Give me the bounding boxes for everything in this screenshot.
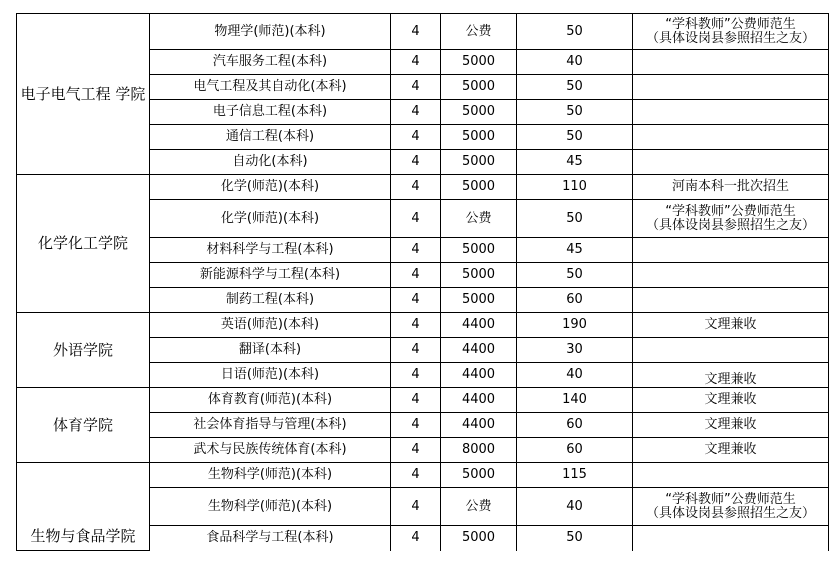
remarks: 文理兼收 [633,313,829,338]
department-name: 体育学院 [17,388,150,463]
remarks [633,75,829,100]
tuition-fee: 5000 [441,100,517,125]
major-name: 通信工程(本科) [150,125,391,150]
table-row [17,175,829,200]
remarks [633,50,829,75]
remarks [633,150,829,175]
remarks: 文理兼收 [633,413,829,438]
enrollment-quota: 50 [517,526,633,551]
major-name: 制药工程(本科) [150,288,391,313]
tuition-fee: 5000 [441,150,517,175]
remarks [633,288,829,313]
major-name: 自动化(本科) [150,150,391,175]
enrollment-quota: 60 [517,288,633,313]
tuition-fee: 5000 [441,125,517,150]
remarks: 文理兼收 [633,363,829,388]
tuition-fee: 4400 [441,363,517,388]
enrollment-quota: 50 [517,75,633,100]
study-years: 4 [391,463,441,488]
major-name: 汽车服务工程(本科) [150,50,391,75]
study-years: 4 [391,263,441,288]
enrollment-quota: 115 [517,463,633,488]
enrollment-quota: 190 [517,313,633,338]
table-row [17,14,829,50]
major-name: 化学(师范)(本科) [150,175,391,200]
admissions-table-body [17,14,829,551]
table-row [17,463,829,488]
study-years: 4 [391,413,441,438]
remarks: “学科教师”公费师范生 （具体设岗县参照招生之友） [633,200,829,238]
major-name: 电气工程及其自动化(本科) [150,75,391,100]
study-years: 4 [391,50,441,75]
study-years: 4 [391,363,441,388]
tuition-fee: 5000 [441,526,517,551]
study-years: 4 [391,175,441,200]
major-name: 新能源科学与工程(本科) [150,263,391,288]
study-years: 4 [391,238,441,263]
tuition-fee: 5000 [441,50,517,75]
remarks [633,463,829,488]
tuition-fee: 8000 [441,438,517,463]
remarks: 河南本科一批次招生 [633,175,829,200]
study-years: 4 [391,338,441,363]
enrollment-quota: 40 [517,363,633,388]
study-years: 4 [391,100,441,125]
major-name: 武术与民族传统体育(本科) [150,438,391,463]
enrollment-quota: 40 [517,488,633,526]
tuition-fee: 5000 [441,263,517,288]
remarks: “学科教师”公费师范生 （具体设岗县参照招生之友） [633,488,829,526]
study-years: 4 [391,488,441,526]
department-name: 电子电气工程 学院 [17,14,150,175]
study-years: 4 [391,75,441,100]
enrollment-quota: 50 [517,14,633,50]
remarks [633,125,829,150]
tuition-fee: 4400 [441,388,517,413]
enrollment-quota: 45 [517,238,633,263]
enrollment-quota: 50 [517,125,633,150]
tuition-fee: 公费 [441,200,517,238]
remarks [633,338,829,363]
enrollment-quota: 40 [517,50,633,75]
remarks [633,526,829,551]
major-name: 翻译(本科) [150,338,391,363]
major-name: 体育教育(师范)(本科) [150,388,391,413]
enrollment-quota: 60 [517,413,633,438]
major-name: 化学(师范)(本科) [150,200,391,238]
study-years: 4 [391,313,441,338]
tuition-fee: 5000 [441,238,517,263]
remarks: “学科教师”公费师范生 （具体设岗县参照招生之友） [633,14,829,50]
remarks [633,100,829,125]
enrollment-quota: 140 [517,388,633,413]
department-name: 生物与食品学院 [17,463,150,551]
enrollment-quota: 45 [517,150,633,175]
major-name: 材料科学与工程(本科) [150,238,391,263]
study-years: 4 [391,14,441,50]
study-years: 4 [391,150,441,175]
department-name: 化学化工学院 [17,175,150,313]
major-name: 社会体育指导与管理(本科) [150,413,391,438]
tuition-fee: 公费 [441,488,517,526]
major-name: 食品科学与工程(本科) [150,526,391,551]
tuition-fee: 5000 [441,175,517,200]
enrollment-quota: 110 [517,175,633,200]
remarks: 文理兼收 [633,438,829,463]
enrollment-quota: 60 [517,438,633,463]
major-name: 英语(师范)(本科) [150,313,391,338]
tuition-fee: 4400 [441,313,517,338]
tuition-fee: 5000 [441,463,517,488]
remarks [633,263,829,288]
study-years: 4 [391,438,441,463]
tuition-fee: 4400 [441,338,517,363]
enrollment-quota: 30 [517,338,633,363]
remarks: 文理兼收 [633,388,829,413]
enrollment-quota: 50 [517,200,633,238]
tuition-fee: 5000 [441,288,517,313]
remarks [633,238,829,263]
admissions-table [16,13,829,551]
enrollment-quota: 50 [517,100,633,125]
study-years: 4 [391,526,441,551]
major-name: 日语(师范)(本科) [150,363,391,388]
major-name: 生物科学(师范)(本科) [150,463,391,488]
study-years: 4 [391,200,441,238]
major-name: 电子信息工程(本科) [150,100,391,125]
major-name: 物理学(师范)(本科) [150,14,391,50]
table-row [17,388,829,413]
tuition-fee: 公费 [441,14,517,50]
tuition-fee: 5000 [441,75,517,100]
study-years: 4 [391,125,441,150]
department-name: 外语学院 [17,313,150,388]
major-name: 生物科学(师范)(本科) [150,488,391,526]
study-years: 4 [391,388,441,413]
enrollment-quota: 50 [517,263,633,288]
study-years: 4 [391,288,441,313]
tuition-fee: 4400 [441,413,517,438]
table-row [17,313,829,338]
